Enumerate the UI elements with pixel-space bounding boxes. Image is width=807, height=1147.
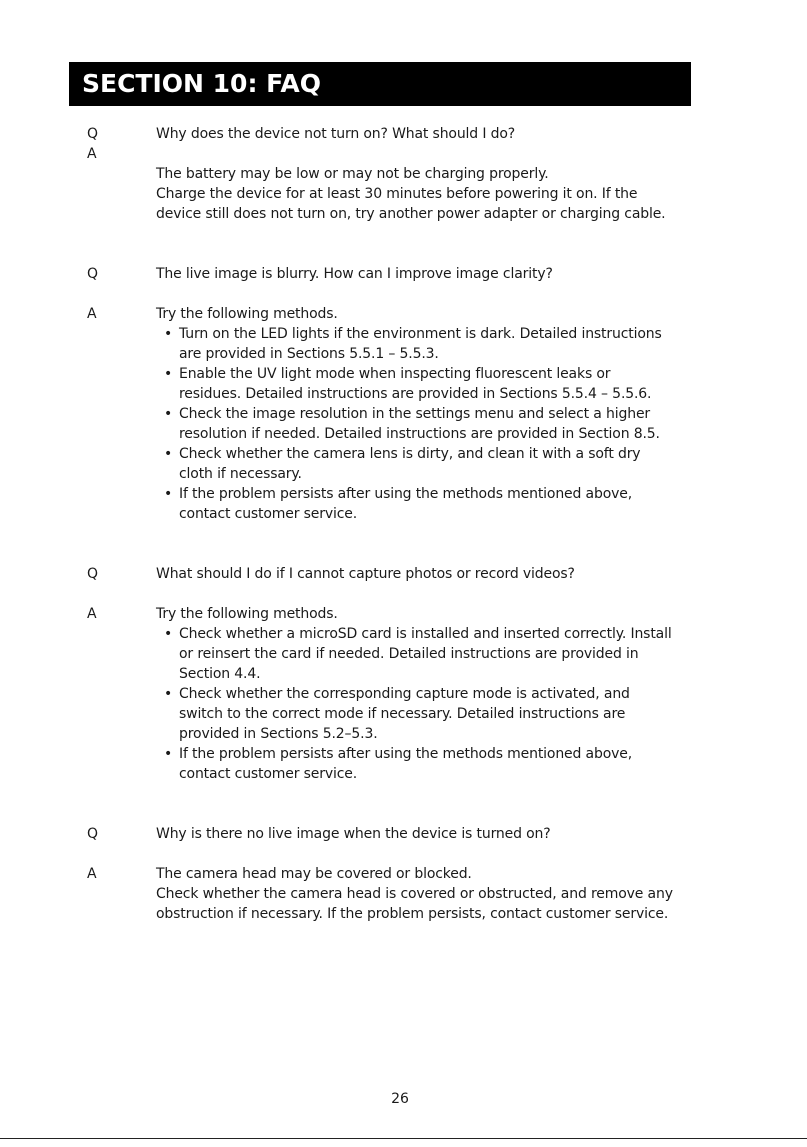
bullet-line: contact customer service. (179, 766, 358, 782)
answer-intro: Try the following methods. (156, 606, 338, 622)
bullet-icon: • (164, 486, 173, 502)
bullet-line: Section 4.4. (179, 666, 261, 682)
section-title: SECTION 10: FAQ (82, 69, 321, 98)
bullet-icon: • (164, 746, 173, 762)
bottom-divider (0, 1138, 807, 1139)
bullet-icon: • (164, 406, 173, 422)
bullet-line: contact customer service. (179, 506, 358, 522)
bullet-line: cloth if necessary. (179, 466, 302, 482)
question-marker: Q (87, 266, 99, 282)
answer-line: The camera head may be covered or blocked. (156, 866, 472, 882)
question-marker: Q (87, 566, 99, 582)
question-marker: Q (87, 826, 99, 842)
bullet-icon: • (164, 366, 173, 382)
bullet-line: Check whether a microSD card is installed and inserted correctly. Install (179, 626, 672, 642)
bullet-line: Check whether the corresponding capture mode is activated, and (179, 686, 630, 702)
question-text: What should I do if I cannot capture photos or record videos? (156, 566, 575, 582)
answer-marker: A (87, 866, 97, 882)
bullet-line: Enable the UV light mode when inspecting fluorescent leaks or (179, 366, 611, 382)
bullet-line: Check whether the camera lens is dirty, and clean it with a soft dry (179, 446, 641, 462)
bullet-icon: • (164, 686, 173, 702)
question-text: Why is there no live image when the device is turned on? (156, 826, 551, 842)
question-text: The live image is blurry. How can I improve image clarity? (156, 266, 553, 282)
answer-line: Check whether the camera head is covered or obstructed, and remove any (156, 886, 673, 902)
question-text: Why does the device not turn on? What should I do? (156, 126, 516, 142)
answer-marker: A (87, 606, 97, 622)
question-marker: Q (87, 126, 99, 142)
bullet-line: If the problem persists after using the methods mentioned above, (179, 486, 633, 502)
bullet-icon: • (164, 626, 173, 642)
bullet-line: residues. Detailed instructions are provided in Sections 5.5.4 – 5.5.6. (179, 386, 652, 402)
bullet-icon: • (164, 446, 173, 462)
answer-line: obstruction if necessary. If the problem persists, contact customer service. (156, 906, 669, 922)
bullet-line: If the problem persists after using the methods mentioned above, (179, 746, 633, 762)
page-number: 26 (391, 1091, 409, 1107)
answer-marker: A (87, 306, 97, 322)
answer-marker: A (87, 146, 97, 162)
bullet-line: resolution if needed. Detailed instructions are provided in Section 8.5. (179, 426, 660, 442)
answer-line: Charge the device for at least 30 minutes before powering it on. If the (156, 186, 638, 202)
bullet-icon: • (164, 326, 173, 342)
answer-line: device still does not turn on, try another power adapter or charging cable. (156, 206, 666, 222)
bullet-line: are provided in Sections 5.5.1 – 5.5.3. (179, 346, 439, 362)
bullet-line: Check the image resolution in the settings menu and select a higher (179, 406, 651, 422)
bullet-line: or reinsert the card if needed. Detailed instructions are provided in (179, 646, 639, 662)
bullet-line: provided in Sections 5.2–5.3. (179, 726, 378, 742)
bullet-line: Turn on the LED lights if the environment is dark. Detailed instructions (179, 326, 662, 342)
section-header (69, 62, 691, 106)
bullet-line: switch to the correct mode if necessary. Detailed instructions are (179, 706, 626, 722)
answer-line: The battery may be low or may not be charging properly. (156, 166, 549, 182)
answer-intro: Try the following methods. (156, 306, 338, 322)
